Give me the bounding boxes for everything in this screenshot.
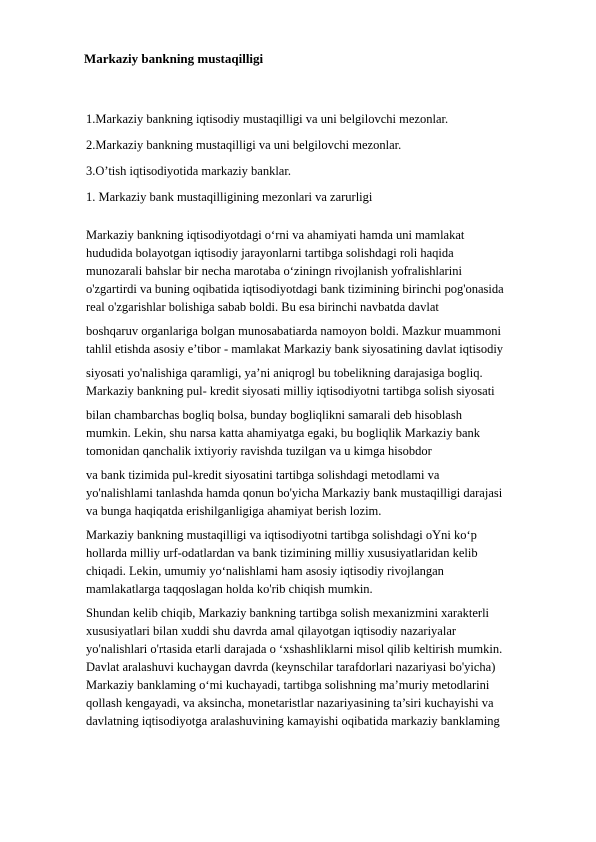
- outline-list: [86, 110, 566, 214]
- text-line: Shundan kelib chiqib, Markaziy bankning tartibga solish mexanizmini xarakterli: [86, 606, 490, 620]
- paragraph: [86, 226, 566, 316]
- text-line: va bunga haqiqatda erishilganligiga ahamiyat berish lozim.: [86, 504, 382, 518]
- text-line: mumkin. Lekin, shu narsa katta ahamiyatga egaki, bu bogliqlik Markaziy bank: [86, 426, 480, 440]
- paragraph: [86, 604, 566, 730]
- text-line: Markaziy bankning pul- kredit siyosati milliy iqtisodiyotni tartibga solish siyosati: [86, 384, 495, 398]
- text-line: hollarda milliy urf-odatlardan va bank tizimining milliy xususiyatlaridan kelib: [86, 546, 478, 560]
- text-line: chiqadi. Lekin, umumiy yo‘nalishlami ham asosiy iqtisodiy rivojlangan: [86, 564, 444, 578]
- text-line: tahlil etishda asosiy e’tibor - mamlakat Markaziy bank siyosatining davlat iqtisodiy: [86, 342, 504, 356]
- text-line: Markaziy bankning iqtisodiyotdagi o‘rni va ahamiyati hamda uni mamlakat: [86, 228, 465, 242]
- page-title: Markaziy bankning mustaqilligi: [84, 51, 264, 66]
- text-line: yo'nalishlari o'rtasida etarli darajada o ‘xshashliklarni misol qilib keltirish mumkin.: [86, 642, 503, 656]
- text-line: tomonidan qanchalik ixtiyoriy ravishda tuzilgan va u kimga hisobdor: [86, 444, 432, 458]
- text-line: Markaziy banklaming o‘mi kuchayadi, tartibga solishning ma’muriy metodlarini: [86, 678, 490, 692]
- text-line: boshqaruv organlariga bolgan munosabatiarda namoyon boldi. Mazkur muammoni: [86, 324, 501, 338]
- text-line: munozarali bahslar bir necha marotaba o‘ziningn rivojlanish yofralishlarini: [86, 264, 462, 278]
- paragraph: [86, 526, 566, 598]
- text-line: Davlat aralashuvi kuchaygan davrda (keynschilar tarafdorlari nazariyasi bo'yicha): [86, 660, 496, 674]
- outline-item: 2.Markaziy bankning mustaqilligi va uni belgilovchi mezonlar.: [86, 138, 402, 152]
- paragraph: [86, 406, 566, 460]
- text-line: mamlakatlarga taqqoslagan holda ko'rib chiqish mumkin.: [86, 582, 373, 596]
- text-line: o'zgartirdi va buning oqibatida iqtisodiyotdagi bank tizimining birinchi pog'onasida: [86, 282, 504, 296]
- text-line: qollash kengayadi, va aksincha, monetaristlar nazariyasining ta’siri kuchayishi va: [86, 696, 494, 710]
- section-heading: 1. Markaziy bank mustaqilligining mezonlari va zarurligi: [86, 190, 373, 204]
- body-text: [86, 226, 566, 736]
- text-line: Markaziy bankning mustaqilligi va iqtisodiyotni tartibga solishdagi oYni ko‘p: [86, 528, 477, 542]
- text-line: real o'zgarishlar bolishiga sabab boldi. Bu esa birinchi navbatda davlat: [86, 300, 439, 314]
- text-line: hududida bolayotgan iqtisodiy jarayonlarni tartibga solishdagi roli haqida: [86, 246, 454, 260]
- text-line: va bank tizimida pul-kredit siyosatini tartibga solishdagi metodlami va: [86, 468, 440, 482]
- paragraph: [86, 466, 566, 520]
- text-line: bilan chambarchas bogliq bolsa, bunday bogliqlikni samarali deb hisoblash: [86, 408, 462, 422]
- text-line: davlatning iqtisodiyotga aralashuvining kamayishi oqibatida markaziy banklaming: [86, 714, 500, 728]
- paragraph: [86, 364, 566, 400]
- outline-item: 1.Markaziy bankning iqtisodiy mustaqilligi va uni belgilovchi mezonlar.: [86, 112, 449, 126]
- text-line: siyosati yo'nalishiga qaramligi, ya’ni aniqrogl bu tobelikning darajasiga bogliq.: [86, 366, 483, 380]
- paragraph: [86, 322, 566, 358]
- text-line: yo'nalishlami tanlashda hamda qonun bo'yicha Markaziy bank mustaqilligi darajasi: [86, 486, 503, 500]
- outline-item: 3.O’tish iqtisodiyotida markaziy banklar.: [86, 164, 291, 178]
- text-line: xususiyatlari bilan xuddi shu davrda amal qilayotgan iqtisodiy nazariyalar: [86, 624, 457, 638]
